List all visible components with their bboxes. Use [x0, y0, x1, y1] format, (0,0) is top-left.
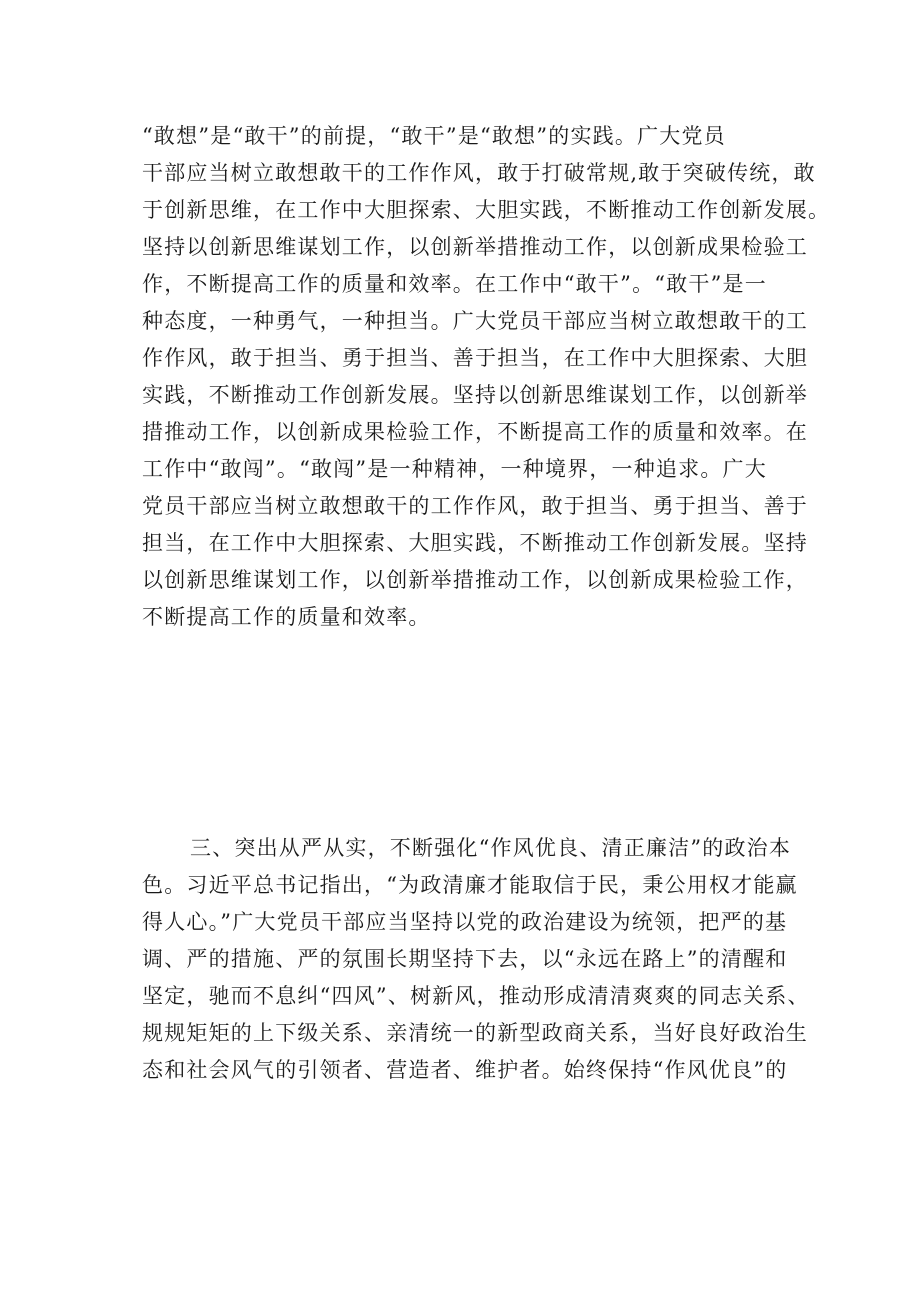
text-line: 坚持以创新思维谋划工作，以创新举措推动工作，以创新成果检验工 [142, 235, 808, 259]
text-line: 于创新思维，在工作中大胆探索、大胆实践，不断推动工作创新发展。 [142, 198, 831, 222]
text-line: 作，不断提高工作的质量和效率。在工作中“敢干”。“敢干”是一 [142, 272, 767, 296]
text-line: 担当，在工作中大胆探索、大胆实践，不断推动工作创新发展。坚持 [142, 531, 808, 555]
text-line: 三、突出从严从实，不断强化“作风优良、清正廉洁”的政治本 [190, 836, 792, 860]
text-line: 态和社会风气的引领者、营造者、维护者。始终保持“作风优良”的 [142, 1058, 788, 1082]
text-line: 工作中“敢闯”。“敢闯”是一种精神，一种境界，一种追求。广大 [142, 457, 767, 481]
text-line: 规规矩矩的上下级关系、亲清统一的新型政商关系，当好良好政治生 [142, 1021, 808, 1045]
text-line: 措推动工作，以创新成果检验工作，不断提高工作的质量和效率。在 [142, 420, 808, 444]
text-line: 得人心。”广大党员干部应当坚持以党的政治建设为统领，把严的基 [142, 910, 788, 934]
text-line: 不断提高工作的质量和效率。 [142, 605, 431, 629]
text-line: 以创新思维谋划工作，以创新举措推动工作，以创新成果检验工作， [142, 568, 808, 592]
text-line: 种态度，一种勇气，一种担当。广大党员干部应当树立敢想敢干的工 [142, 309, 808, 333]
text-line: 色。习近平总书记指出，“为政清廉才能取信于民，秉公用权才能赢 [142, 873, 798, 897]
text-line: 实践，不断推动工作创新发展。坚持以创新思维谋划工作，以创新举 [142, 383, 808, 407]
text-line: 作作风，敢于担当、勇于担当、善于担当，在工作中大胆探索、大胆 [142, 346, 808, 370]
text-line: 党员干部应当树立敢想敢干的工作作风，敢于担当、勇于担当、善于 [142, 494, 808, 518]
text-line: 坚定，驰而不息纠“四风”、树新风，推动形成清清爽爽的同志关系、 [142, 984, 810, 1008]
text-line: 调、严的措施、严的氛围长期坚持下去，以“永远在路上”的清醒和 [142, 947, 788, 971]
text-line: 干部应当树立敢想敢干的工作作风，敢于打破常规,敢于突破传统，敢 [142, 161, 816, 185]
text-line: “敢想”是“敢干”的前提，“敢干”是“敢想”的实践。广大党员 [142, 124, 726, 148]
